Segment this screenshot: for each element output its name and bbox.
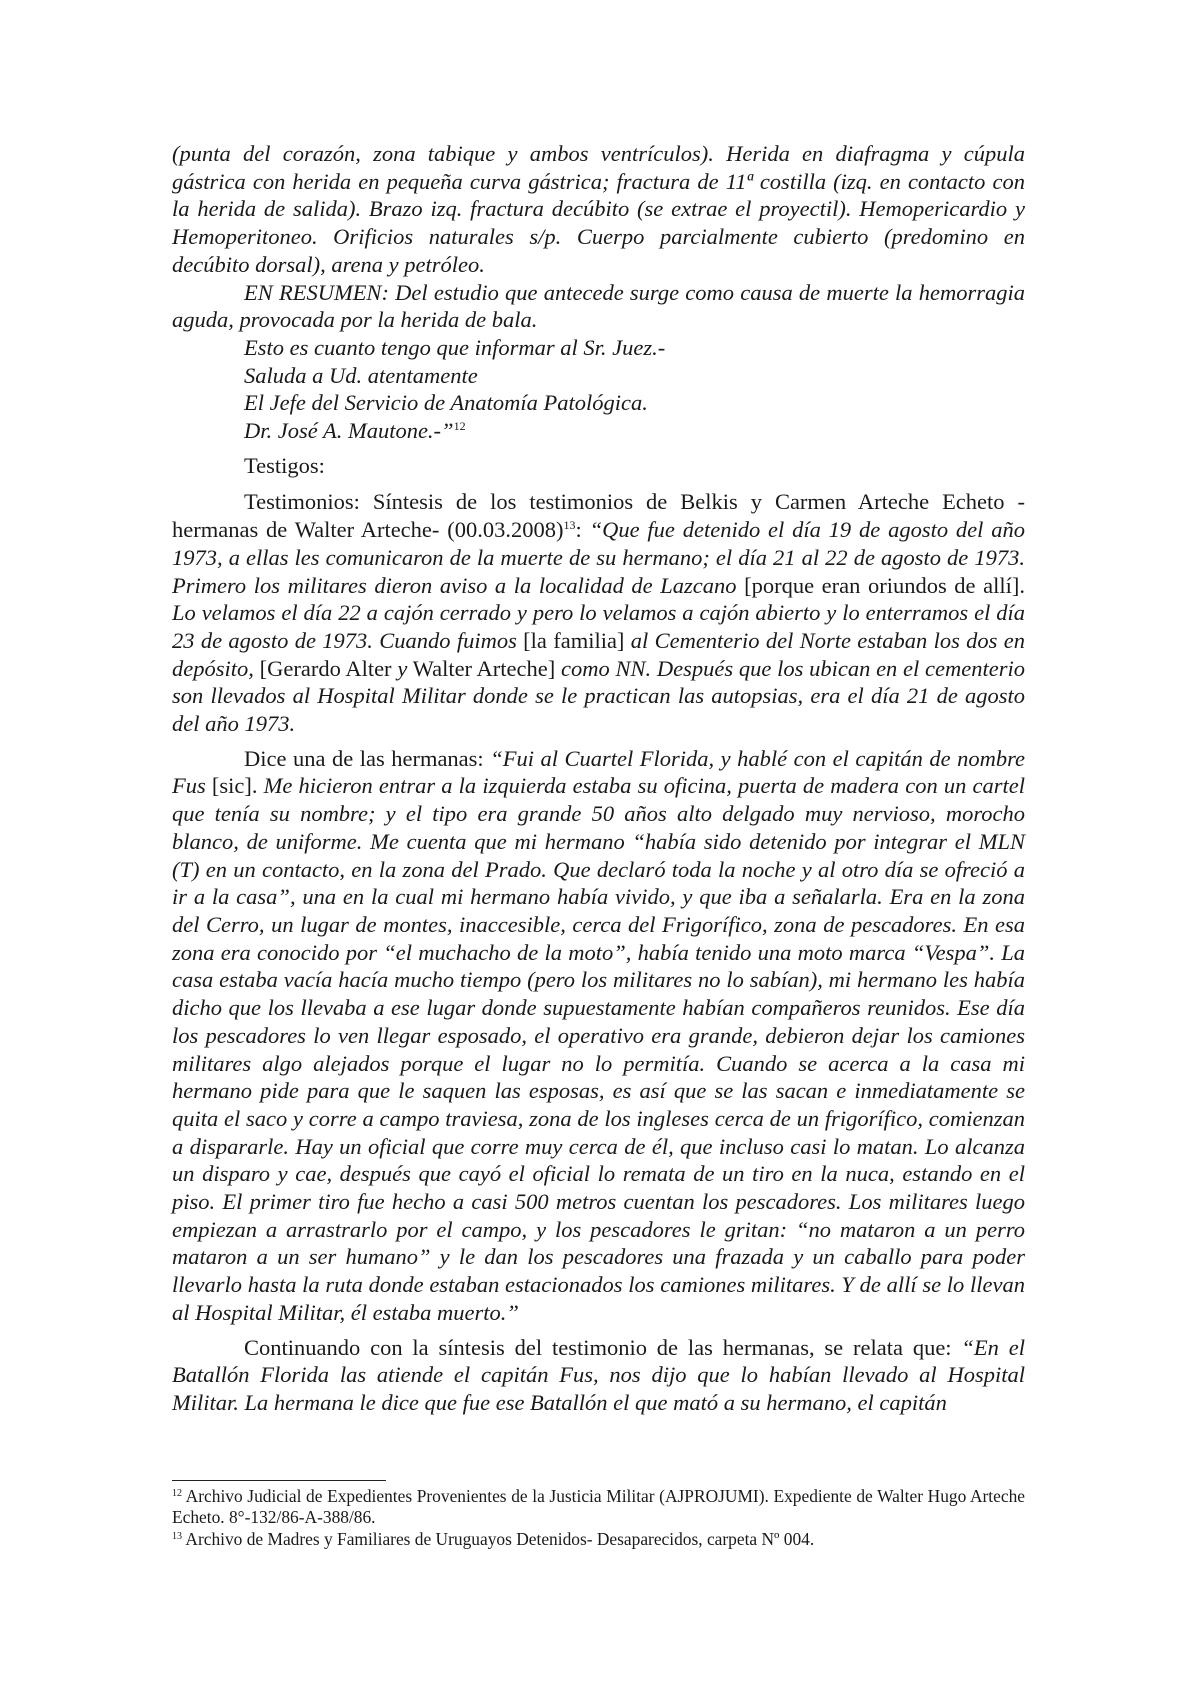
footnote-text: Archivo de Madres y Familiares de Uruguayos Detenidos- Desaparecidos, carpeta Nº 004. xyxy=(182,1528,815,1549)
signatory-name-line xyxy=(172,417,1025,445)
sister-statement-paragraph xyxy=(172,745,1025,1327)
salutation-line xyxy=(172,362,1025,390)
editorial-note-2: [la familia] xyxy=(516,627,631,653)
summary-paragraph xyxy=(172,279,1025,334)
autopsy-findings-paragraph xyxy=(172,140,1025,279)
continuation-paragraph xyxy=(172,1334,1025,1417)
editorial-note-3b: Walter Arteche] xyxy=(407,655,561,681)
testimony-quote-3: al Cementerio del Norte estaban los dos en depósito, xyxy=(172,627,1025,681)
autopsy-findings-text: (punta del corazón, zona tabique y ambos ventrículos). Herida en diafragma y cúpula gástrica con herida en pequeña curva gástrica; fractura de 11ª costilla (izq. en contacto con la herida de salida). Brazo izq. fractura decúbito (se extrae el proyectil). Hemopericardio y Hemoperitoneo. Orificios naturales s/p. Cuerpo parcialmente cubierto (predomino en decúbito dorsal), arena y petróleo. xyxy=(172,141,1025,277)
summary-text: EN RESUMEN: Del estudio que antecede surge como causa de muerte la hemorragia aguda, provocada por la herida de bala. xyxy=(172,279,1025,333)
salutation-text: Saluda a Ud. atentamente xyxy=(244,362,478,388)
editorial-note-1: [porque eran oriundos de allí]. xyxy=(736,572,1025,598)
signatory-title-text: El Jefe del Servicio de Anatomía Patológica. xyxy=(244,390,648,416)
body-text xyxy=(172,140,1025,1417)
continuation-quote: “En el Batallón Florida las atiende el capitán Fus, nos dijo que lo habían llevado al Hospital Militar. La hermana le dice que fue ese Batallón el que mató a su hermano, el capitán xyxy=(172,1334,1025,1415)
testimony-quote-4: como NN. Después que los ubican en el cementerio son llevados al Hospital Militar donde se le practican las autopsias, era el día 21 de agosto del año 1973. xyxy=(172,655,1025,737)
editorial-note-3-conjunction: y xyxy=(397,655,408,681)
sister-quote-1: “Fui al Cuartel Florida, y hablé con el capitán de nombre Fus xyxy=(172,745,1025,799)
sister-quote-2: Me hicieron entrar a la izquierda estaba su oficina, puerta de madera con un cartel que tenía su nombre; y el tipo era grande 50 años alto delgado muy nervioso, morocho blanco, de uniforme. Me cuenta que mi hermano “había sido detenido por integrar el MLN (T) en un contacto, en la zona del Prado. Que declaró toda la noche y al otro día se ofreció a ir a la casa”, una en la cual mi hermano había vivido, y que iba a señalarla. Era en la zona del Cerro, un lugar de montes, inaccesible, cerca del Frigorífico, zona de pescadores. En esa zona era conocido por “el muchacho de la moto”, había tenido una moto marca “Vespa”. La casa estaba vacía hacía mucho tiempo (pero los militares no lo sabían), mi hermano les había dicho que los llevaba a ese lugar donde supuestamente habían compañeros reunidos. Ese día los pescadores lo ven llegar esposado, el operativo era grande, debieron dejar los camiones militares algo alejados porque el lugar no lo permitía. Cuando se acerca a la casa mi hermano pide para que le saquen las esposas, es así que se las sacan e inmediatamente se quita el saco y corre a campo traviesa, zona de los ingleses cerca de un frigorífico, comienzan a dispararle. Hay un oficial que corre muy cerca de él, que incluso casi lo matan. Lo alcanza un disparo y cae, después que cayó el oficial lo remata de un tiro en la nuca, estando en el piso. El primer tiro fue hecho a casi 500 metros cuentan los pescadores. Los militares luego empiezan a arrastrarlo por el campo, y los pescadores le gritan: “no mataron a un perro mataron a un ser humano” y le dan los pescadores una frazada y un caballo para poder llevarlo hasta la ruta donde estaban estacionados los camiones militares. Y de allí se lo llevan al Hospital Militar, él estaba muerto.” xyxy=(172,773,1025,1325)
colon: : xyxy=(575,517,590,543)
signatory-title-line xyxy=(172,389,1025,417)
footnote-text: Archivo Judicial de Expedientes Provenientes de la Justicia Militar (AJPROJUMI). Expediente de Walter Hugo Arteche Echeto. 8°-132/86-A-388/86. xyxy=(172,1486,1025,1528)
testimony-quote-2: Lo velamos el día 22 a cajón cerrado y pero lo velamos a cajón abierto y lo enterramos el día 23 de agosto de 1973. Cuando fuimos xyxy=(172,600,1025,653)
witnesses-heading xyxy=(172,452,1025,480)
closing-line-text: Esto es cuanto tengo que informar al Sr. Juez.- xyxy=(244,334,666,360)
testimony-quote-1: “Que fue detenido el día 19 de agosto del año 1973, a ellas les comunicaron de la muerte de su hermano; el día 21 al 22 de agosto de 1973. Primero los militares dieron aviso a la localidad de Lazcano xyxy=(172,517,1025,598)
editorial-note-3a: [Gerardo Alter xyxy=(253,655,398,681)
footnote-12 xyxy=(172,1486,1025,1529)
signatory-name-text: Dr. José A. Mautone.-” xyxy=(244,418,454,444)
footnote-separator xyxy=(172,1480,386,1481)
testimonies-intro: Testimonios: Síntesis de los testimonios de Belkis y Carmen Arteche Echeto -hermanas de Walter Arteche- (00.03.2008) xyxy=(172,489,1025,543)
footnote-number: 13 xyxy=(172,1530,182,1542)
footnote-13 xyxy=(172,1529,1025,1550)
continuation-intro: Continuando con la síntesis del testimonio de las hermanas, se relata que: xyxy=(244,1334,962,1360)
sister-statement-intro: Dice una de las hermanas: xyxy=(244,745,491,771)
testimonies-paragraph xyxy=(172,488,1025,737)
footnote-number: 12 xyxy=(172,1488,182,1499)
footnote-ref-12[interactable]: 12 xyxy=(453,419,466,434)
footnote-ref-13[interactable]: 13 xyxy=(563,518,576,533)
footnotes xyxy=(172,1486,1025,1550)
sic-note: [sic]. xyxy=(205,773,264,799)
witnesses-heading-text: Testigos: xyxy=(244,452,325,478)
closing-line xyxy=(172,334,1025,362)
